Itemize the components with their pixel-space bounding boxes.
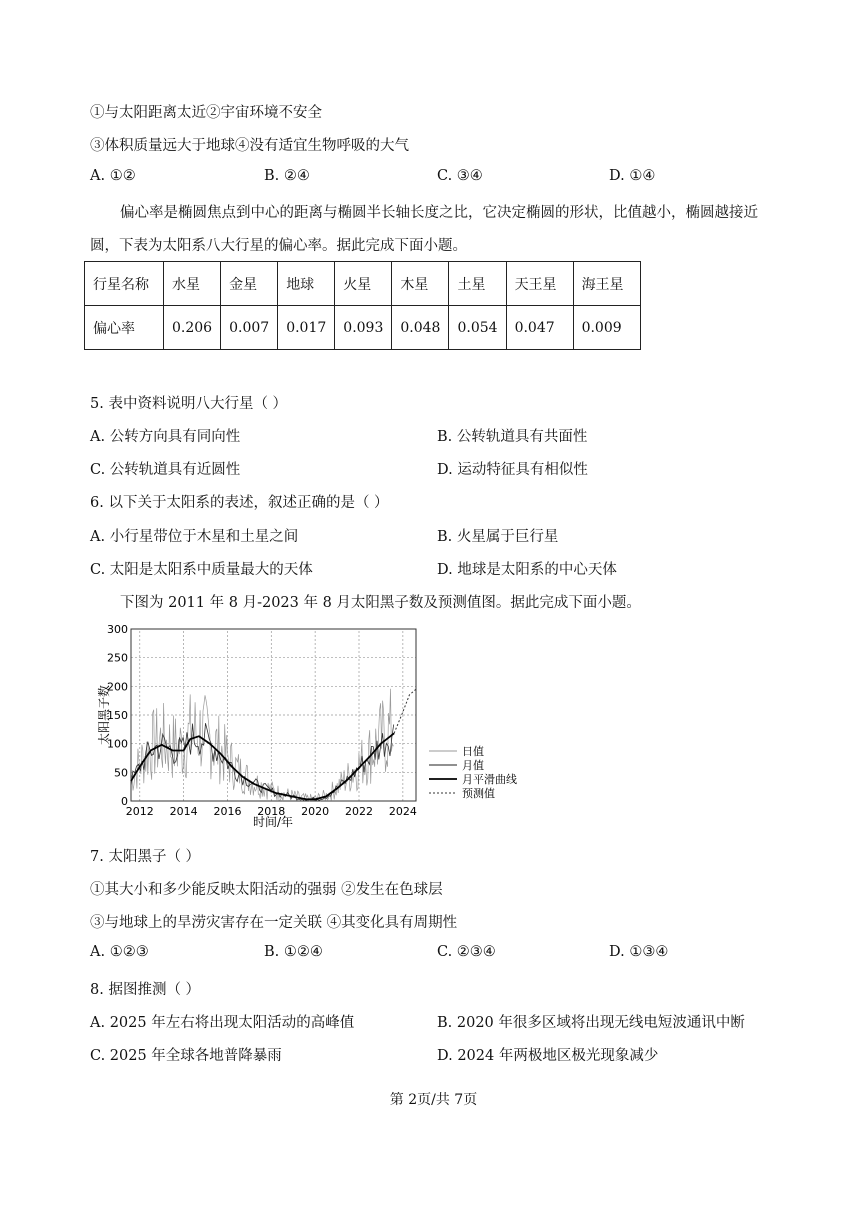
table-cell: 0.048 xyxy=(392,306,449,350)
table-cell: 地球 xyxy=(278,262,335,306)
table-cell: 海王星 xyxy=(573,262,640,306)
x-tick-label: 2016 xyxy=(213,805,242,818)
question-items-line-1: ①与太阳距离太近②宇宙环境不安全 xyxy=(90,105,322,121)
option-d[interactable]: D. 运动特征具有相似性 xyxy=(437,462,588,478)
question-8-stem: 8. 据图推测（ ） xyxy=(90,982,201,998)
y-tick-label: 150 xyxy=(107,709,128,722)
question-6-stem: 6. 以下关于太阳系的表述，叙述正确的是（ ） xyxy=(90,495,389,511)
table-cell: 0.054 xyxy=(449,306,506,350)
table-cell: 木星 xyxy=(392,262,449,306)
y-tick-label: 50 xyxy=(114,766,128,780)
passage-2: 下图为 2011 年 8 月-2023 年 8 月太阳黑子数及预测值图。据此完成下面小题。 xyxy=(120,595,641,611)
question-items-line-1: ①其大小和多少能反映太阳活动的强弱 ②发生在色球层 xyxy=(90,882,443,898)
option-b[interactable]: B. 火星属于巨行星 xyxy=(437,529,559,545)
option-d[interactable]: D. 2024 年两极地区极光现象减少 xyxy=(437,1048,659,1064)
option-b[interactable]: B. 公转轨道具有共面性 xyxy=(437,429,588,445)
y-tick-label: 300 xyxy=(107,623,128,636)
option-b[interactable]: B. ②④ xyxy=(264,168,310,184)
y-tick-label: 0 xyxy=(121,795,128,808)
monthly-values-line xyxy=(131,723,394,801)
legend-label: 日值 xyxy=(462,745,484,758)
option-b[interactable]: B. 2020 年很多区域将出现无线电短波通讯中断 xyxy=(437,1015,745,1031)
chart-legend xyxy=(429,744,517,800)
forecast-curve xyxy=(394,689,416,733)
table-cell: 水星 xyxy=(164,262,221,306)
passage-line-1: 偏心率是椭圆焦点到中心的距离与椭圆半长轴长度之比，它决定椭圆的形状，比值越小，椭圆越接近 xyxy=(120,205,758,221)
x-axis-label: 时间/年 xyxy=(252,815,294,829)
table-cell: 天王星 xyxy=(506,262,573,306)
table-cell: 0.009 xyxy=(573,306,640,350)
table-cell: 金星 xyxy=(221,262,278,306)
y-tick-label: 100 xyxy=(107,737,128,751)
passage-line-2: 圆，下表为太阳系八大行星的偏心率。据此完成下面小题。 xyxy=(90,238,467,254)
option-a[interactable]: A. 2025 年左右将出现太阳活动的高峰值 xyxy=(90,1015,355,1031)
x-tick-label: 2012 xyxy=(125,805,154,818)
sunspot-chart xyxy=(84,620,544,832)
table-cell: 0.007 xyxy=(221,306,278,350)
smoothed-curve xyxy=(131,733,394,799)
option-d[interactable]: D. 地球是太阳系的中心天体 xyxy=(437,562,617,578)
table-header-cell: 行星名称 xyxy=(85,262,164,306)
table-cell: 0.017 xyxy=(278,306,335,350)
option-d[interactable]: D. ①④ xyxy=(609,168,656,184)
legend-label: 月平滑曲线 xyxy=(462,773,517,786)
option-d[interactable]: D. ①③④ xyxy=(609,944,669,960)
page-number: 第 2页/共 7页 xyxy=(389,1092,478,1108)
x-tick-label: 2022 xyxy=(345,805,373,818)
question-items-line-2: ③体积质量远大于地球④没有适宜生物呼吸的大气 xyxy=(90,138,409,154)
option-c[interactable]: C. 2025 年全球各地普降暴雨 xyxy=(90,1048,282,1064)
table-row xyxy=(85,262,641,306)
option-a[interactable]: A. 小行星带位于木星和土星之间 xyxy=(90,529,299,545)
table-cell: 火星 xyxy=(335,262,392,306)
option-a[interactable]: A. 公转方向具有同向性 xyxy=(90,429,241,445)
table-cell: 土星 xyxy=(449,262,506,306)
x-tick-label: 2018 xyxy=(257,805,286,818)
daily-values-line xyxy=(131,689,393,801)
legend-label: 月值 xyxy=(462,759,484,772)
chart-grid xyxy=(131,629,416,801)
eccentricity-table xyxy=(84,261,641,350)
legend-label: 预测值 xyxy=(462,787,495,800)
option-a[interactable]: A. ①② xyxy=(90,168,136,184)
question-items-line-2: ③与地球上的旱涝灾害存在一定关联 ④其变化具有周期性 xyxy=(90,915,458,931)
x-tick-label: 2024 xyxy=(388,805,417,818)
table-cell: 0.047 xyxy=(506,306,573,350)
plot-frame xyxy=(131,629,416,801)
option-b[interactable]: B. ①②④ xyxy=(264,944,323,960)
table-cell: 0.093 xyxy=(335,306,392,350)
y-tick-label: 200 xyxy=(107,680,128,694)
question-5-stem: 5. 表中资料说明八大行星（ ） xyxy=(90,396,288,412)
option-c[interactable]: C. 太阳是太阳系中质量最大的天体 xyxy=(90,562,313,578)
y-tick-label: 250 xyxy=(107,651,128,665)
table-header-cell: 偏心率 xyxy=(85,306,164,350)
table-cell: 0.206 xyxy=(164,306,221,350)
daily-values xyxy=(131,689,393,801)
option-c[interactable]: C. ②③④ xyxy=(437,944,496,960)
question-7-stem: 7. 太阳黑子（ ） xyxy=(90,849,201,865)
x-tick-label: 2014 xyxy=(169,805,198,818)
x-tick-label: 2020 xyxy=(301,805,330,818)
option-a[interactable]: A. ①②③ xyxy=(90,944,149,960)
y-axis-label: 太阳黑子数 xyxy=(97,684,111,746)
option-c[interactable]: C. ③④ xyxy=(437,168,483,184)
option-c[interactable]: C. 公转轨道具有近圆性 xyxy=(90,462,241,478)
table-row xyxy=(85,306,641,350)
